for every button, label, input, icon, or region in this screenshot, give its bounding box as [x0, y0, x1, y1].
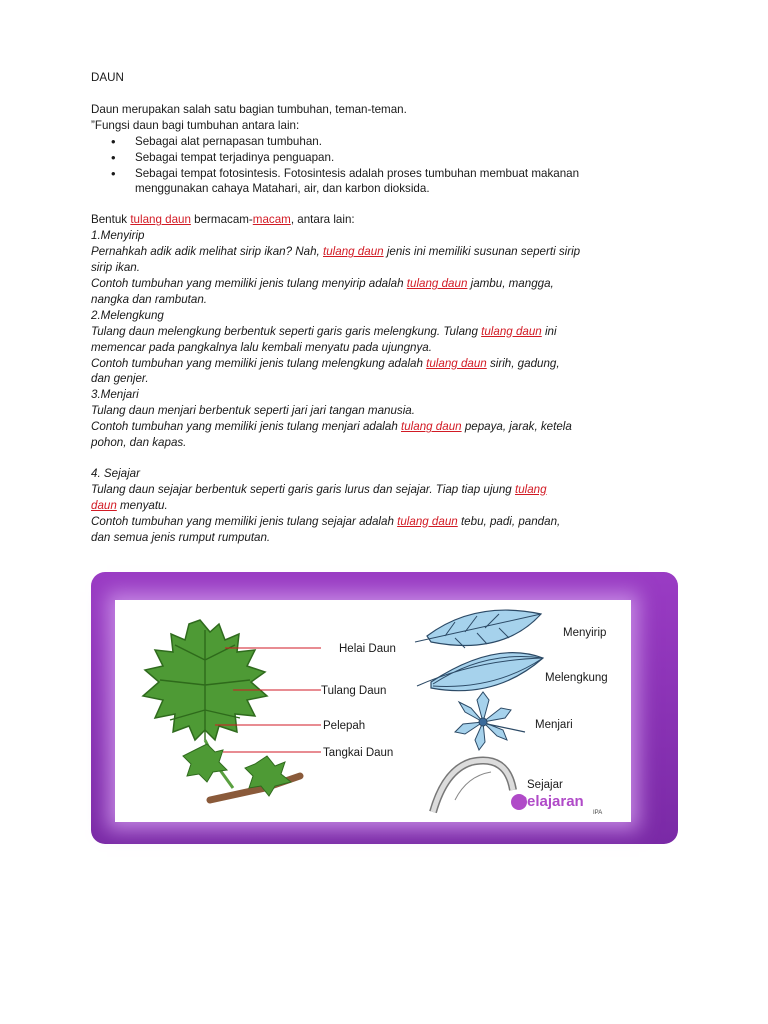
- tulang-daun-link[interactable]: tulang daun: [397, 514, 458, 528]
- macam-link[interactable]: macam: [252, 213, 291, 227]
- tulang-daun-link[interactable]: tulang daun: [401, 420, 462, 434]
- paragraph-line: pohon, dan kapas.: [91, 436, 187, 450]
- section-heading: 3.Menjari: [91, 388, 139, 402]
- figure-canvas: [115, 600, 631, 822]
- paragraph-line: Contoh tumbuhan yang memiliki jenis tulang sejajar adalah tulang daun tebu, padi, pandan,: [91, 514, 561, 528]
- document-body: [91, 70, 691, 545]
- label-melengkung: Melengkung: [545, 672, 608, 684]
- section-sejajar: [91, 466, 691, 546]
- tulang-daun-link[interactable]: tulang daun: [130, 213, 191, 227]
- small-leaf-icon: [183, 744, 227, 782]
- section-menyirip: [91, 228, 691, 308]
- label-helai-daun: Helai Daun: [339, 643, 396, 655]
- menyirip-leaf-icon: [415, 610, 541, 648]
- paragraph-line: Tulang daun melengkung berbentuk seperti garis garis melengkung. Tulang tulang daun ini: [91, 324, 557, 338]
- sejajar-leaf-icon: [433, 761, 513, 812]
- label-pelepah: Pelepah: [323, 720, 366, 732]
- label-menjari: Menjari: [535, 719, 573, 731]
- tulang-daun-link[interactable]: tulang daun: [481, 324, 542, 338]
- tulang-daun-link[interactable]: tulang daun: [426, 356, 487, 370]
- paragraph-line: daun menyatu.: [91, 498, 168, 512]
- document-title: DAUN: [91, 71, 124, 84]
- label-sejajar: Sejajar: [527, 779, 563, 791]
- label-tulang-daun: Tulang Daun: [321, 685, 387, 697]
- paragraph-line: Pernahkah adik adik melihat sirip ikan? Nah, tulang daun jenis ini memiliki susunan seperti sirip: [91, 245, 581, 259]
- leaf-diagram-figure: [91, 572, 678, 844]
- label-tangkai-daun: Tangkai Daun: [323, 747, 394, 759]
- bentuk-intro: Bentuk tulang daun bermacam-macam, antara lain:: [91, 213, 355, 227]
- fungsi-heading: ”Fungsi daun bagi tumbuhan antara lain:: [91, 118, 300, 132]
- section-melengkung: [91, 308, 691, 388]
- paragraph-line: Contoh tumbuhan yang memiliki jenis tulang menyirip adalah tulang daun jambu, mangga,: [91, 276, 554, 290]
- paragraph-line: dan semua jenis rumput rumputan.: [91, 530, 271, 544]
- svg-text:IPA: IPA: [593, 810, 603, 816]
- list-item: • Sebagai alat pernapasan tumbuhan.: [111, 134, 691, 150]
- paragraph-line: Tulang daun sejajar berbentuk seperti garis garis lurus dan sejajar. Tiap tiap ujung tulang: [91, 482, 547, 496]
- paragraph-line: nangka dan rambutan.: [91, 292, 208, 306]
- section-heading: 4. Sejajar: [91, 466, 140, 480]
- paragraph-line: Contoh tumbuhan yang memiliki jenis tulang menjari adalah tulang daun pepaya, jarak, ketela: [91, 420, 572, 434]
- tulang-daun-link[interactable]: tulang daun: [406, 276, 468, 290]
- svg-text:Pelajaran: Pelajaran: [517, 793, 584, 810]
- melengkung-leaf-icon: [417, 653, 543, 691]
- tulang-daun-link[interactable]: daun: [91, 498, 117, 512]
- section-menjari: [91, 387, 691, 451]
- pelajaran-logo: [511, 793, 602, 816]
- label-menyirip: Menyirip: [563, 627, 607, 639]
- list-item: • Sebagai tempat fotosintesis. Fotosintesis adalah proses tumbuhan membuat makanan menggunakan cahaya Matahari, air, dan karbon dioksida.: [111, 166, 691, 198]
- leaf-diagram: [115, 600, 631, 822]
- paragraph-line: dan genjer.: [91, 372, 149, 386]
- section-heading: 1.Menyirip: [91, 229, 145, 243]
- list-item: • Sebagai tempat terjadinya penguapan.: [111, 150, 691, 166]
- paragraph-line: Tulang daun menjari berbentuk seperti jari jari tangan manusia.: [91, 404, 415, 418]
- paragraph-line: sirip ikan.: [91, 261, 140, 275]
- tulang-daun-link[interactable]: tulang: [514, 482, 547, 496]
- paragraph-line: memencar pada pangkalnya lalu kembali menyatu pada ujungnya.: [91, 340, 432, 354]
- tulang-daun-link[interactable]: tulang daun: [323, 245, 384, 259]
- section-heading: 2.Melengkung: [91, 308, 164, 322]
- fungsi-list: [91, 134, 691, 198]
- intro-text: Daun merupakan salah satu bagian tumbuhan, teman-teman.: [91, 102, 407, 116]
- paragraph-line: Contoh tumbuhan yang memiliki jenis tulang melengkung adalah tulang daun sirih, gadung,: [91, 356, 560, 370]
- menjari-leaf-icon: [455, 692, 525, 750]
